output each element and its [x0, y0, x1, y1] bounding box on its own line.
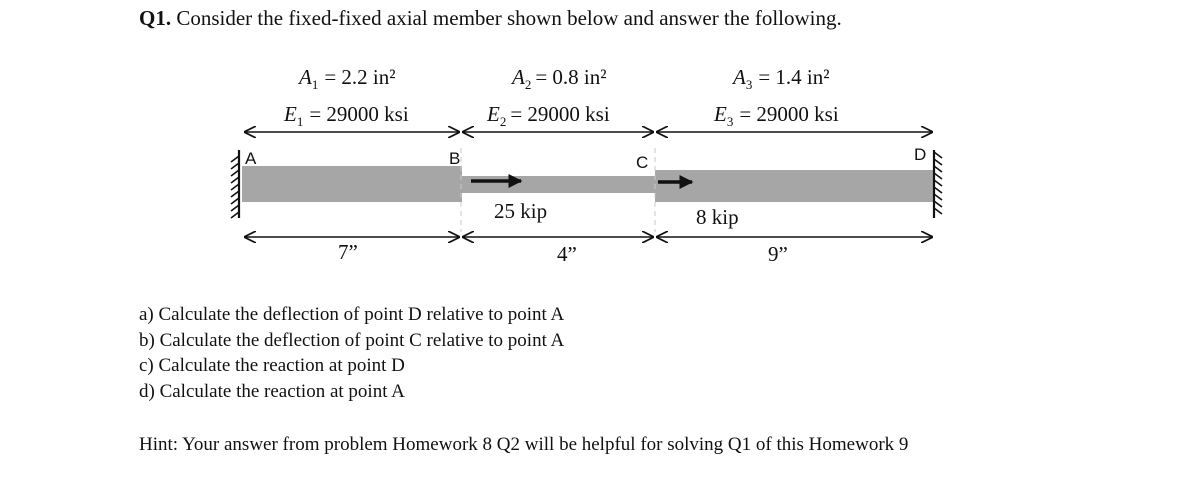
section-1-modulus-label: $E_1 = 29000$ ksi: [284, 102, 409, 129]
bar-segment-1: [242, 166, 462, 202]
question-text: Consider the fixed-fixed axial member shown below and answer the following.: [176, 6, 842, 30]
question-item-d: d) Calculate the reaction at point A: [139, 380, 405, 402]
length-2-label: 4”: [557, 242, 577, 266]
point-c-label: C: [636, 153, 649, 172]
hint-text: Hint: Your answer from problem Homework 8 Q2 will be helpful for solving Q1 of this Homework 9: [139, 434, 909, 455]
section-2-modulus-label: $E_2 = 29000$ ksi: [487, 102, 610, 129]
point-a-label: A: [245, 149, 257, 168]
left-fixed-support: [231, 150, 239, 218]
question-item-b: b) Calculate the deflection of point C relative to point A: [139, 329, 565, 351]
length-3-label: 9”: [768, 242, 788, 266]
section-1-area-label: $A_1 = 2.2$ in²: [299, 65, 396, 92]
load-c-label: 8 kip: [696, 205, 739, 229]
point-b-label: B: [449, 149, 461, 168]
section-3-modulus-label: $E_3 = 29000$ ksi: [714, 102, 839, 129]
question-item-a: a) Calculate the deflection of point D relative to point A: [139, 304, 565, 325]
load-b-label: 25 kip: [494, 199, 548, 223]
right-fixed-support: [934, 150, 942, 218]
bar-segment-3: [655, 170, 933, 202]
length-1-label: 7”: [338, 240, 358, 264]
section-2-area-label: $A_2 = 0.8$ in²: [512, 65, 607, 92]
question-item-c: c) Calculate the reaction at point D: [139, 355, 405, 376]
question-number: Q1.: [139, 6, 172, 30]
point-d-label: D: [914, 145, 927, 164]
bar-segment-2: [462, 176, 655, 193]
section-3-area-label: $A_3 = 1.4$ in²: [733, 65, 830, 92]
question-list: [139, 302, 564, 404]
